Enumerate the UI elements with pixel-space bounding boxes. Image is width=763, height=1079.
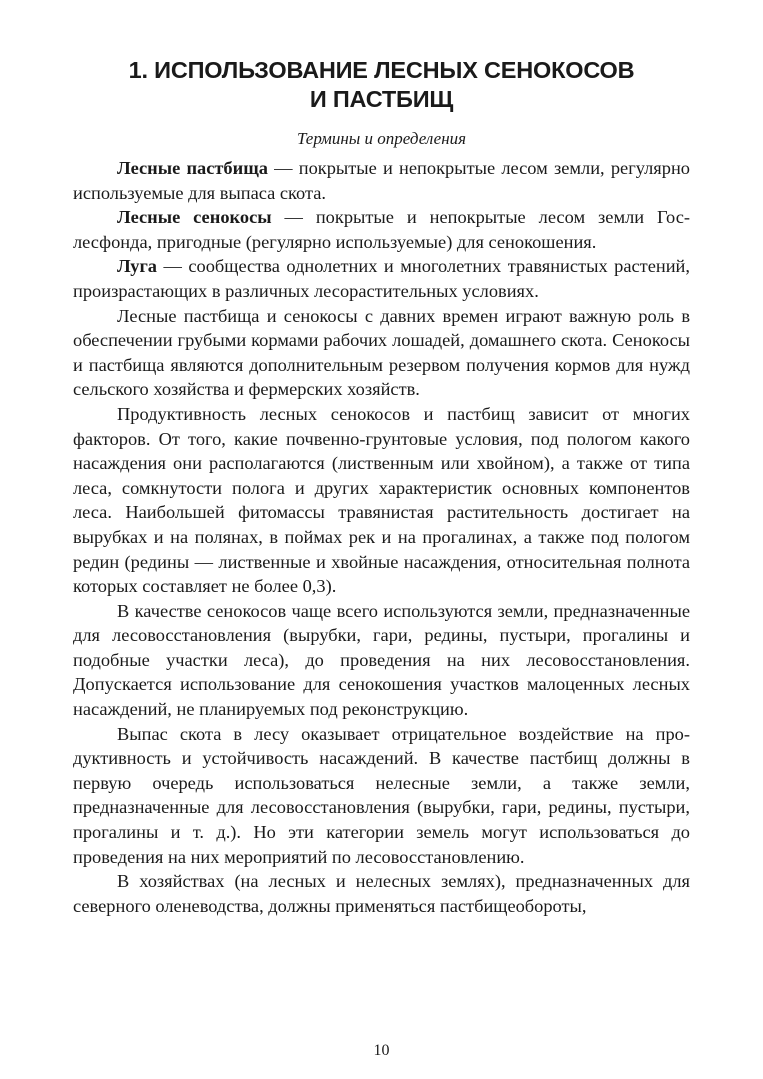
body-paragraph: Выпас скота в лесу оказывает отрицательное воздействие на продуктивность и устойчивость насаждений. В качестве пастбищ должны в первую очередь использоваться нелесные земли, а также земли, предназначенные для лесовосстановления (вырубки, гари, редины, пустыри, прогалины и т. д.). Но эти категории земель могут использоваться до проведения на них мероприятий по лесовосстановлению. [73,723,690,867]
definition-text: — сообщества однолетних и многолетних травянистых растений, произрастающих в различных лесорастительных условиях. [73,256,690,301]
body-paragraph: Продуктивность лесных сенокосов и пастбищ зависит от многих факторов. От того, какие почвенно-грунтовые условия, под пологом какого насаждения они располагаются (лиственным или хвойном), а также от типа леса, сомкнутости полога и других характеристик основных компонентов леса. Наибольшей фитомассы травянистая растительность достигает на вырубках и на полянах, в поймах рек и на прогалинах, а также под пологом редин (редины — лиственные и хвойные насаждения, относительная полнота которых составляет не более 0,3). [73,403,690,597]
definition-paragraph [73,254,690,303]
page-number: 10 [373,1042,390,1059]
body-paragraph: Лесные пастбища и сенокосы с давних времен играют важную роль в обеспечении грубыми кормами рабочих лошадей, домашнего скота. Сенокосы и пастбища являются дополнительным резервом получения кормов для нужд сельского хозяйства и фермерских хозяйств. [73,305,690,400]
page-content [73,56,690,918]
definition-term: Лесные пастбища [117,158,268,178]
definition-term: Лесные сенокосы [117,207,272,228]
body-text [73,156,690,918]
body-paragraph: В хозяйствах (на лесных и нелесных землях), предназначенных для северного оленеводства, должны применяться пастбищеобороты, [73,871,690,916]
chapter-title-line-1: 1. ИСПОЛЬЗОВАНИЕ ЛЕСНЫХ СЕНОКОСОВ [128,57,635,83]
definition-paragraph [73,156,690,205]
chapter-title-line-2: И ПАСТБИЩ [309,86,454,112]
section-subtitle: Термины и определения [296,129,467,148]
body-paragraph: В качестве сенокосов чаще всего используются земли, предназначенные для лесовосстановления (вырубки, гари, редины, пустыри, прогалины и подобные участки леса), до проведения на них лесовосстановления. Допускается использование для сенокошения участков малоценных лесных насаждений, не планируемых под реконструкцию. [73,600,690,720]
definition-term: Луга [117,256,157,277]
definition-text: — покрытые и непокрытые лесом земли Гослесфонда, пригодные (регулярно используемые) для сенокошения. [73,207,690,252]
chapter-title [73,56,690,114]
definition-paragraph [73,205,690,254]
definition-text: — покрытые и непокрытые лесом земли, регулярно используемые для выпаса скота. [73,158,690,203]
